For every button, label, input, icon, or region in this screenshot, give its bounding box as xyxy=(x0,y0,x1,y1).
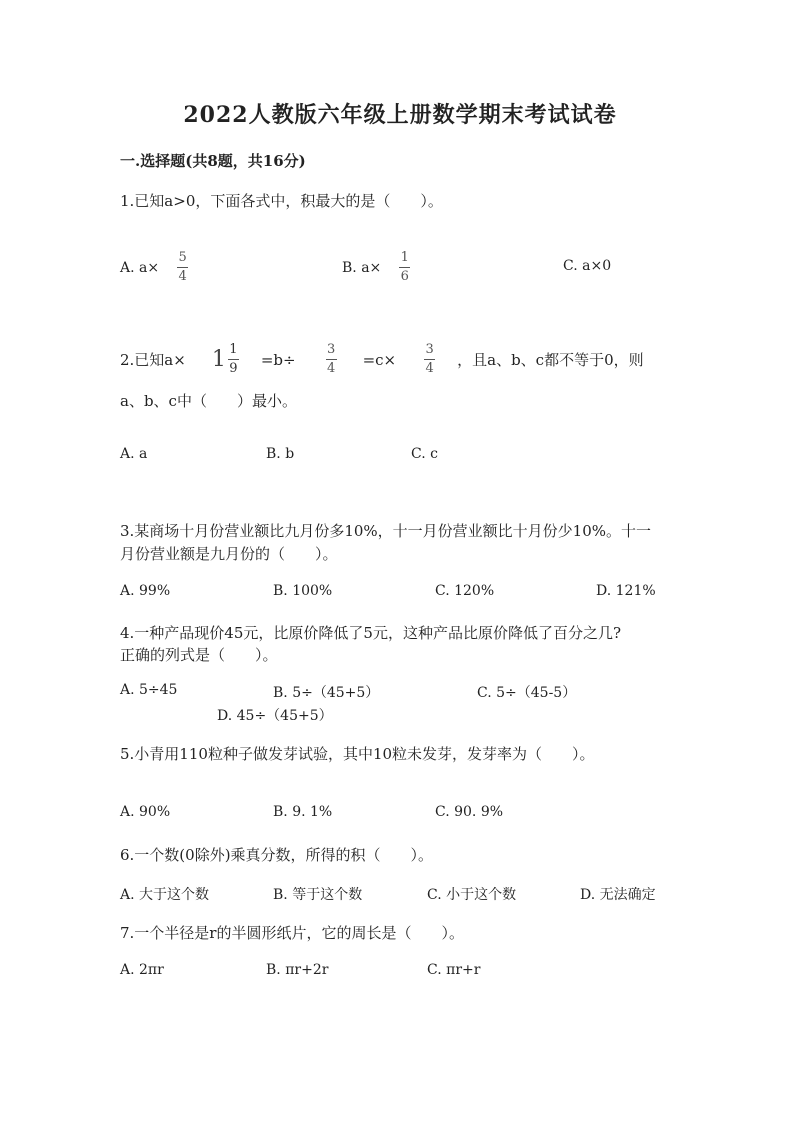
question-5-option-b: B. 9. 1% xyxy=(273,804,333,820)
exam-title: 2022人教版六年级上册数学期末考试试卷 xyxy=(183,102,617,128)
numerator: 1 xyxy=(400,250,409,265)
question-6-option-c: C. 小于这个数 xyxy=(427,887,517,903)
question-3-option-a: A. 99% xyxy=(120,583,171,599)
question-4-option-d: D. 45÷（45+5） xyxy=(217,708,333,724)
whole-part: 1 xyxy=(211,347,226,372)
denominator: 9 xyxy=(229,361,238,376)
question-7-stem: 7.一个半径是r的半圆形纸片，它的周长是（ ）。 xyxy=(120,924,464,942)
question-5-stem: 5.小青用110粒种子做发芽试验，其中10粒未发芽，发芽率为（ ）。 xyxy=(120,745,595,763)
option-a-text: A. a× xyxy=(120,259,160,276)
question-5-option-c: C. 90. 9% xyxy=(435,804,504,820)
question-1-option-c: C. a×0 xyxy=(563,258,612,274)
question-6-option-a: A. 大于这个数 xyxy=(120,887,210,903)
question-7-option-b: B. πr+2r xyxy=(266,962,329,978)
question-2-option-b: B. b xyxy=(266,446,295,462)
stem-end: ，且a、b、c都不等于0，则 xyxy=(457,351,644,369)
section-heading: 一.选择题(共8题，共16分) xyxy=(120,152,306,170)
question-3-line-2: 月份营业额是九月份的（ ）。 xyxy=(120,545,338,563)
question-3-option-c: C. 120% xyxy=(435,583,495,599)
question-1-option-a xyxy=(120,250,188,285)
denominator: 4 xyxy=(178,269,187,284)
denominator: 4 xyxy=(425,361,434,376)
question-2-option-c: C. c xyxy=(411,446,438,462)
question-4-option-c: C. 5÷（45-5） xyxy=(477,685,577,701)
question-4-option-a: A. 5÷45 xyxy=(120,682,178,698)
stem-start: 2.已知a× xyxy=(120,351,186,369)
denominator: 4 xyxy=(326,361,336,376)
equals-c-times: =c× xyxy=(362,350,397,369)
mixed-number-1-1-9 xyxy=(212,342,239,377)
question-3-option-d: D. 121% xyxy=(596,583,656,599)
fraction-1-6 xyxy=(399,250,410,285)
question-7-option-c: C. πr+r xyxy=(427,962,481,978)
numerator: 1 xyxy=(229,342,238,357)
question-3-line-1: 3.某商场十月份营业额比九月份多10%，十一月份营业额比十月份少10%。十一 xyxy=(120,522,651,540)
question-2-stem xyxy=(120,342,644,377)
fraction-part xyxy=(228,342,239,377)
question-4-line-2: 正确的列式是（ ）。 xyxy=(120,646,278,664)
question-1-stem: 1.已知a>0，下面各式中，积最大的是（ ）。 xyxy=(120,192,443,210)
question-4-option-b: B. 5÷（45+5） xyxy=(273,685,380,701)
question-6-stem: 6.一个数(0除外)乘真分数，所得的积（ ）。 xyxy=(120,846,434,864)
question-6-option-d: D. 无法确定 xyxy=(580,887,656,903)
question-2-option-a: A. a xyxy=(120,446,148,462)
question-6-option-b: B. 等于这个数 xyxy=(273,887,363,903)
question-1-option-b xyxy=(342,250,410,285)
option-b-text: B. a× xyxy=(342,259,382,276)
fraction-5-4 xyxy=(177,250,188,285)
numerator: 3 xyxy=(425,342,434,357)
question-7-option-a: A. 2πr xyxy=(120,962,164,978)
fraction-3-4-first xyxy=(326,342,337,377)
question-2-line-2: a、b、c中（ ）最小。 xyxy=(120,392,297,410)
question-5-option-a: A. 90% xyxy=(120,804,171,820)
question-3-option-b: B. 100% xyxy=(273,583,333,599)
numerator: 3 xyxy=(326,342,336,357)
question-4-line-1: 4.一种产品现价45元，比原价降低了5元，这种产品比原价降低了百分之几? xyxy=(120,624,621,642)
equals-b-divide: =b÷ xyxy=(260,350,296,369)
fraction-3-4-second xyxy=(424,342,435,377)
numerator: 5 xyxy=(178,250,187,265)
denominator: 6 xyxy=(400,269,409,284)
